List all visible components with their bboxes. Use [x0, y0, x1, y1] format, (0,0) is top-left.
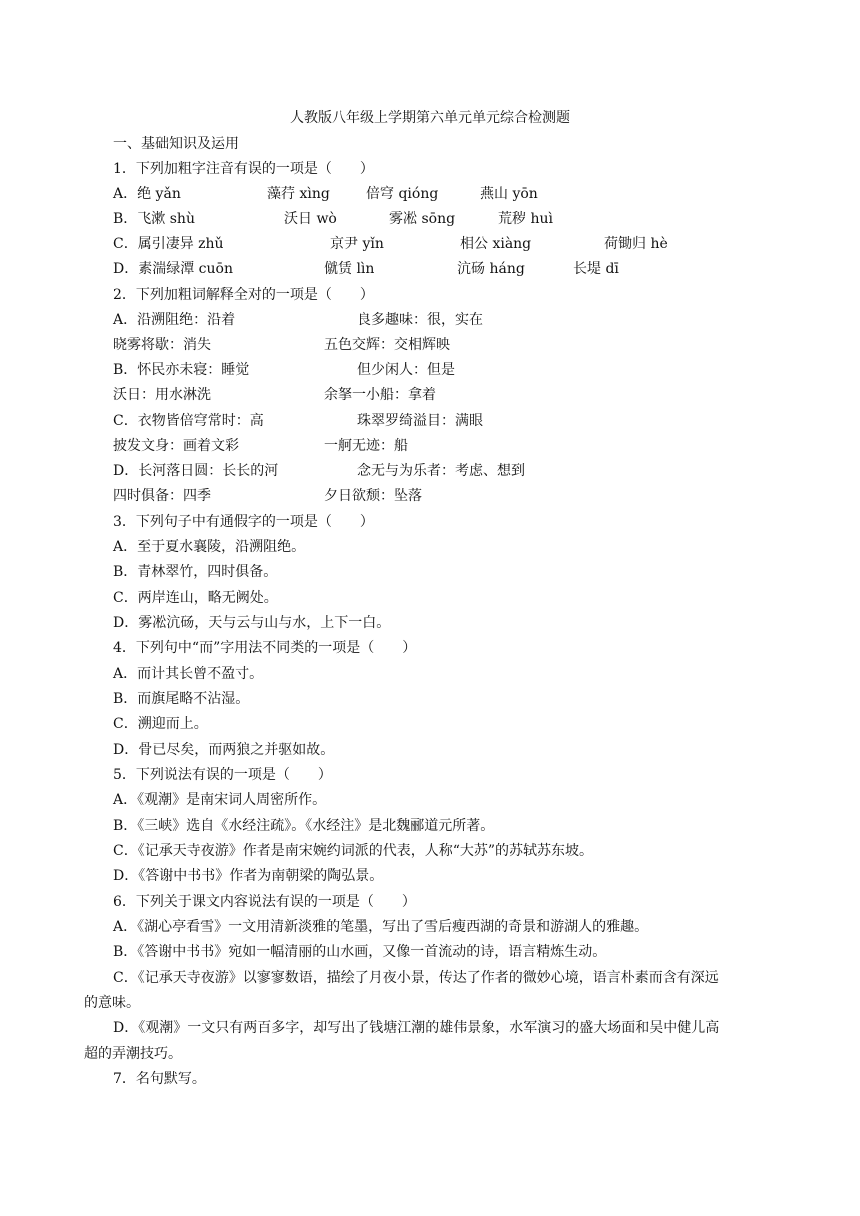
- option-item: 超的弄潮技巧。: [84, 1046, 182, 1062]
- option-item: B．怀民亦未寝：睡觉: [113, 362, 250, 378]
- option-item: 藻荇 xìng: [267, 186, 330, 202]
- option-item: 念无与为乐者：考虑、想到: [357, 463, 525, 479]
- option-item: 但少闲人：但是: [357, 362, 455, 378]
- option-item: 雾凇 sōng: [389, 211, 456, 227]
- option-item: A．《湖心亭看雪》一文用清新淡雅的笔墨，写出了雪后瘦西湖的奇景和游湖人的雅趣。: [113, 919, 649, 935]
- question-stem: 4．下列句中“而”字用法不同类的一项是（ ）: [113, 640, 417, 656]
- option-item: 良多趣味：很，实在: [357, 312, 483, 328]
- option-item: A．而计其长曾不盈寸。: [113, 666, 264, 682]
- option-item: D．素湍绿潭 cuōn: [113, 261, 233, 277]
- option-item: 荒秽 huì: [498, 211, 553, 227]
- question-stem: 2．下列加粗词解释全对的一项是（ ）: [113, 287, 374, 303]
- option-item: A．至于夏水襄陵，沿溯阻绝。: [113, 539, 306, 555]
- question-stem: 6．下列关于课文内容说法有误的一项是（ ）: [113, 894, 416, 910]
- option-item: C．《记承天寺夜游》作者是南宋婉约词派的代表，人称“大苏”的苏轼苏东坡。: [113, 843, 594, 859]
- option-item: 沆砀 háng: [457, 261, 525, 277]
- option-item: 僦赁 lìn: [324, 261, 375, 277]
- option-item: A．沿溯阻绝：沿着: [113, 312, 236, 328]
- option-item: 一舸无迹：船: [324, 438, 408, 454]
- option-item: 京尹 yǐn: [330, 236, 384, 252]
- option-item: B．而旗尾略不沾湿。: [113, 691, 250, 707]
- document-title: 人教版八年级上学期第六单元单元综合检测题: [290, 110, 570, 126]
- option-item: 四时俱备：四季: [113, 488, 211, 504]
- option-item: 的意味。: [84, 995, 140, 1011]
- question-stem: 7．名句默写。: [113, 1071, 206, 1087]
- option-item: C．两岸连山，略无阙处。: [113, 590, 278, 606]
- option-item: 披发文身：画着文彩: [113, 438, 239, 454]
- option-item: 余拏一小船：拿着: [324, 387, 436, 403]
- option-item: 珠翠罗绮溢目：满眼: [357, 413, 483, 429]
- option-item: C．属引凄异 zhǔ: [113, 236, 224, 252]
- question-stem: 5．下列说法有误的一项是（ ）: [113, 767, 332, 783]
- option-item: 荷锄归 hè: [604, 236, 668, 252]
- option-item: A．《观潮》是南宋词人周密所作。: [113, 792, 327, 808]
- option-item: D．长河落日圆：长长的河: [113, 463, 279, 479]
- option-item: 五色交辉：交相辉映: [324, 337, 450, 353]
- option-item: D．雾凇沆砀，天与云与山与水，上下一白。: [113, 615, 391, 631]
- option-item: B．飞漱 shù: [113, 211, 195, 227]
- option-item: 晓雾将歇：消失: [113, 337, 211, 353]
- option-item: A．绝 yǎn: [113, 186, 181, 202]
- option-item: D．《观潮》一文只有两百多字，却写出了钱塘江潮的雄伟景象，水军演习的盛大场面和吴中健儿高: [113, 1020, 720, 1036]
- section-heading-text: 一、基础知识及运用: [113, 136, 239, 152]
- option-item: 沃日：用水淋洗: [113, 387, 211, 403]
- question-stem: 1．下列加粗字注音有误的一项是（ ）: [113, 161, 374, 177]
- option-item: B．《三峡》选自《水经注疏》。《水经注》是北魏郦道元所著。: [113, 818, 495, 834]
- option-item: 夕日欲颓：坠落: [324, 488, 422, 504]
- option-item: C．衣物皆倍穹常时：高: [113, 413, 264, 429]
- option-item: C．溯迎而上。: [113, 716, 208, 732]
- question-stem: 3．下列句子中有通假字的一项是（ ）: [113, 514, 374, 530]
- option-item: 倍穹 qióng: [366, 186, 439, 202]
- option-item: B．《答谢中书书》宛如一幅清丽的山水画，又像一首流动的诗，语言精炼生动。: [113, 944, 607, 960]
- option-item: D．骨已尽矣，而两狼之并驱如故。: [113, 742, 335, 758]
- option-item: 沃日 wò: [284, 211, 337, 227]
- option-item: 相公 xiàng: [460, 236, 532, 252]
- option-item: B．青林翠竹，四时俱备。: [113, 564, 278, 580]
- option-item: D．《答谢中书书》作者为南朝梁的陶弘景。: [113, 868, 384, 884]
- option-item: 燕山 yōn: [480, 186, 538, 202]
- option-item: 长堤 dī: [573, 261, 619, 277]
- option-item: C．《记承天寺夜游》以寥寥数语，描绘了月夜小景，传达了作者的微妙心境，语言朴素而含有深远: [113, 970, 719, 986]
